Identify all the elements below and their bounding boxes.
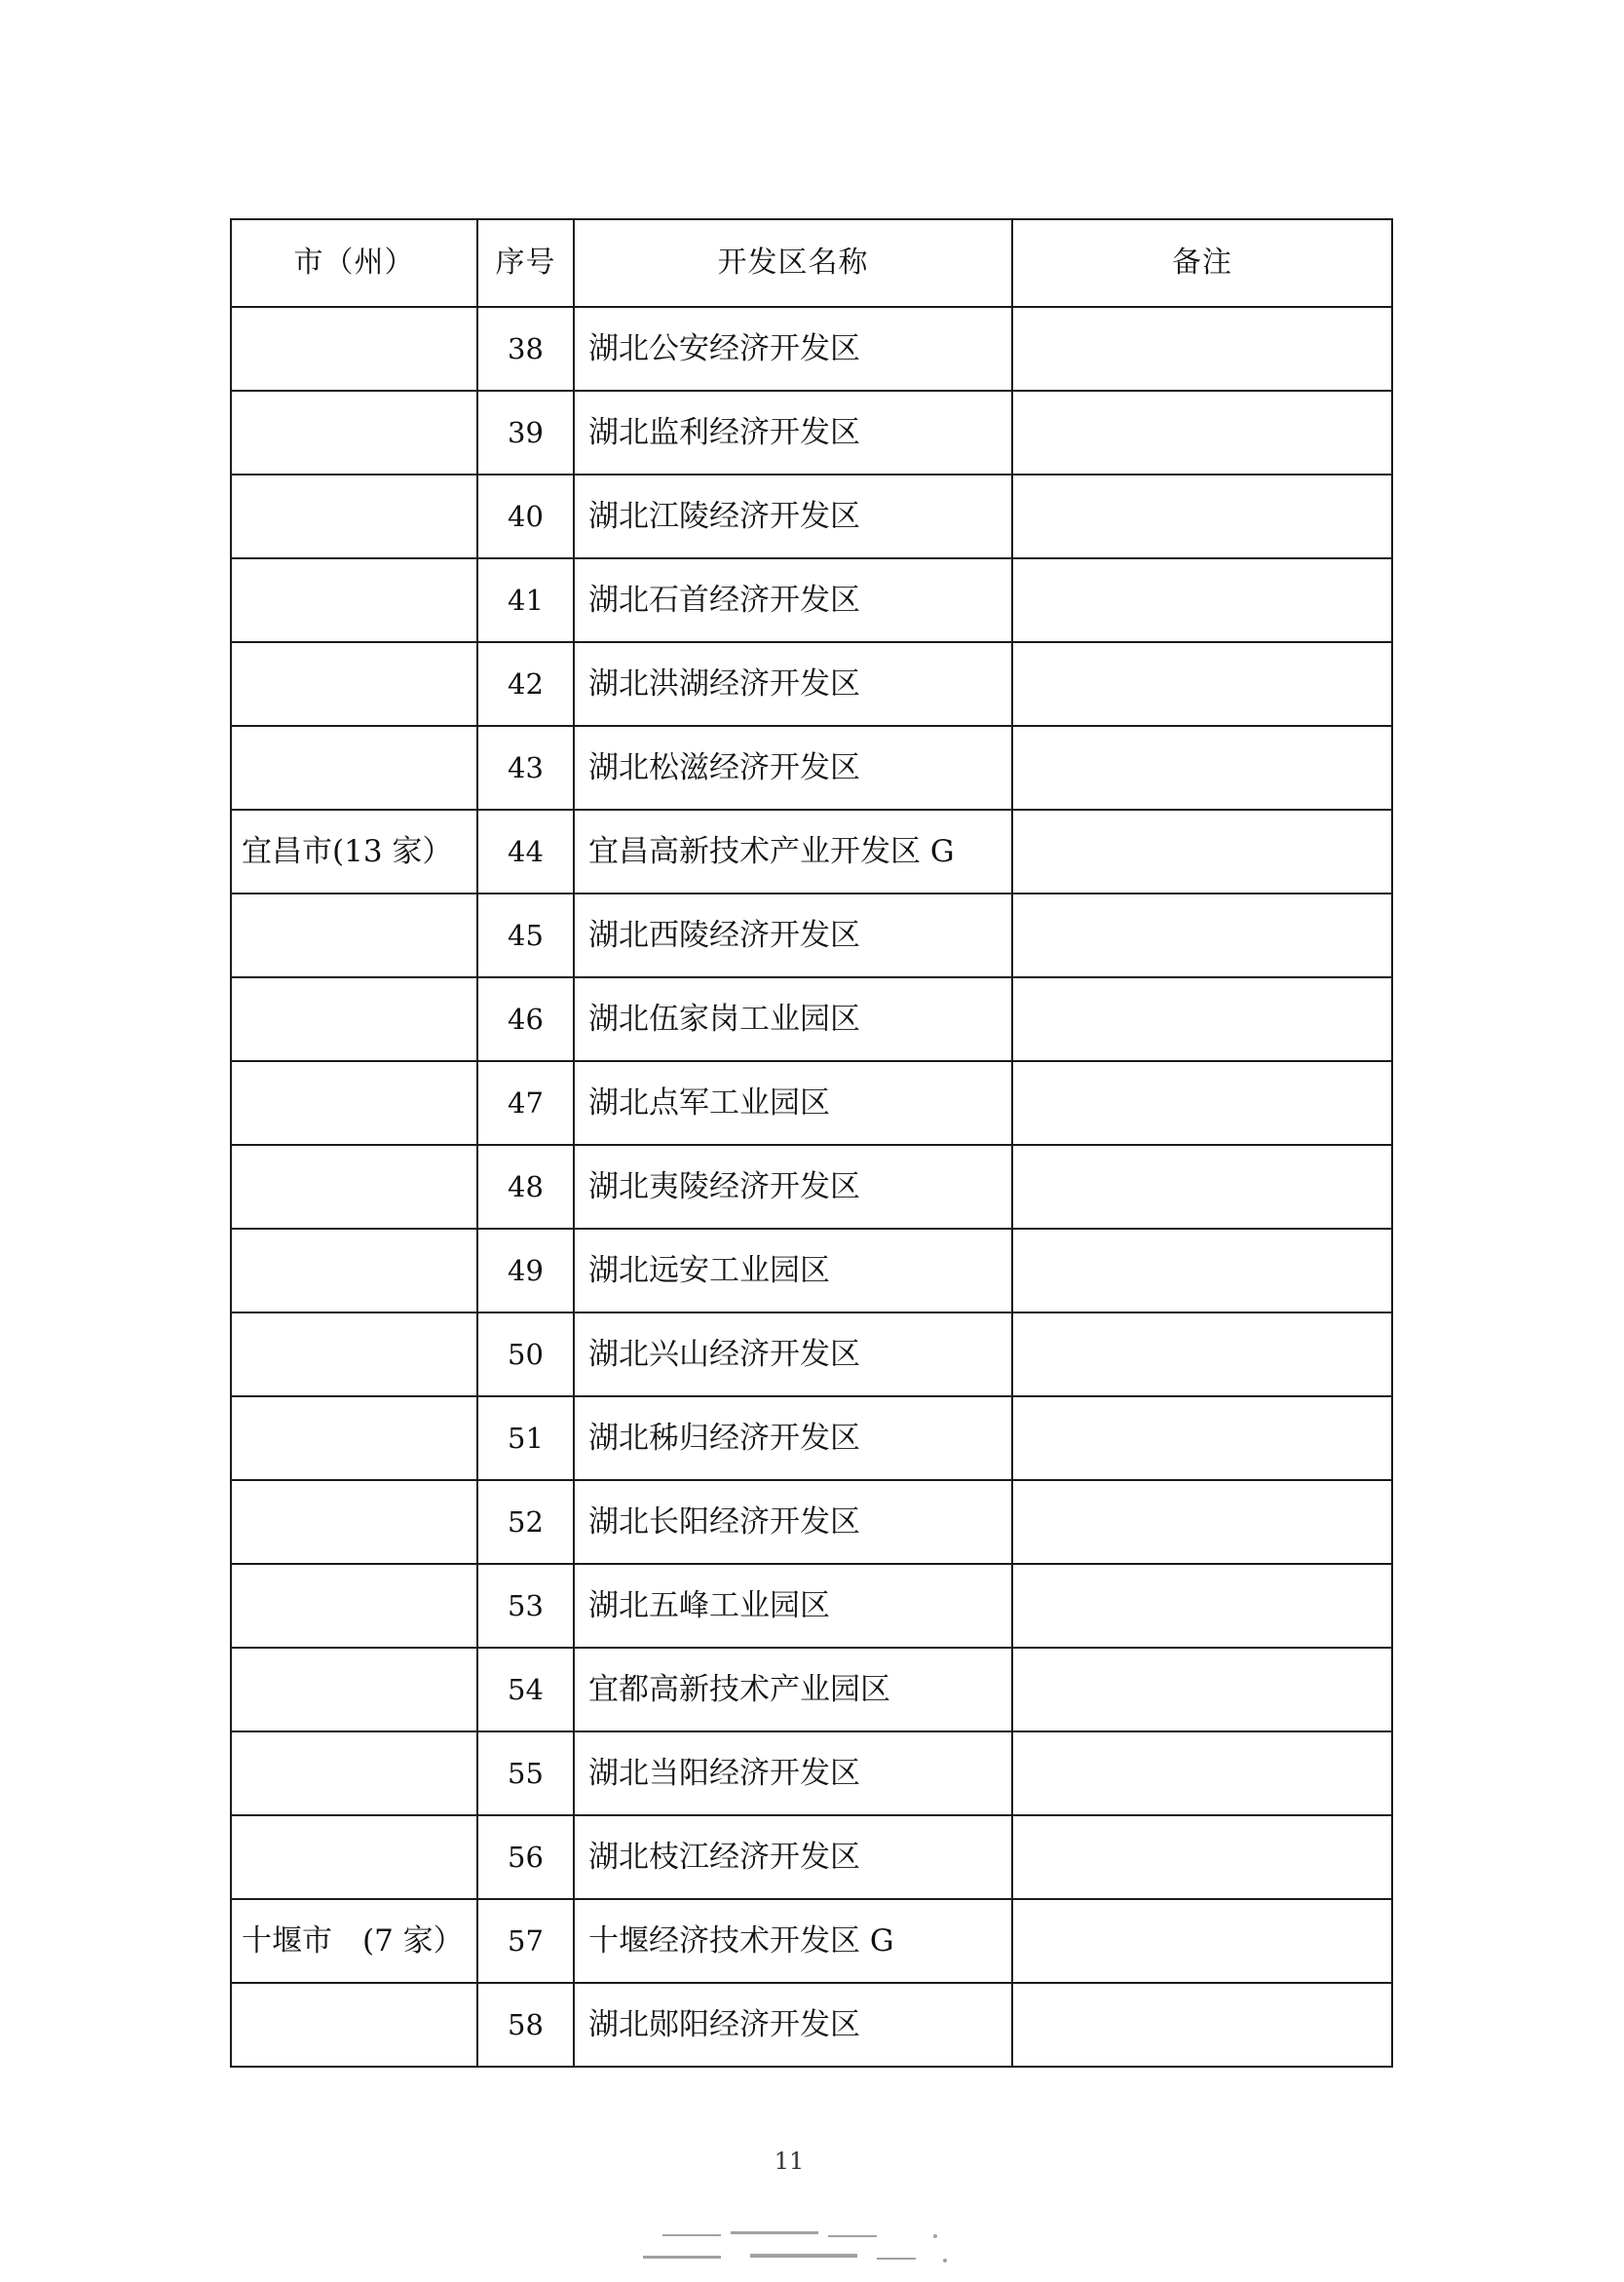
city-cell	[231, 475, 477, 558]
serial-number-cell: 38	[477, 307, 574, 391]
city-cell	[231, 391, 477, 475]
remarks-cell	[1012, 810, 1392, 894]
table-row	[231, 1480, 1392, 1564]
table-row	[231, 1731, 1392, 1815]
zone-name-cell: 湖北夷陵经济开发区	[574, 1145, 1012, 1229]
table-row	[231, 894, 1392, 977]
zone-name-cell: 宜都高新技术产业园区	[574, 1648, 1012, 1731]
serial-number-cell: 58	[477, 1983, 574, 2067]
serial-number-cell: 49	[477, 1229, 574, 1312]
table-row	[231, 391, 1392, 475]
serial-number-cell: 50	[477, 1312, 574, 1396]
remarks-cell	[1012, 391, 1392, 475]
development-zone-table	[230, 218, 1393, 2068]
table-row	[231, 1983, 1392, 2067]
city-cell	[231, 1061, 477, 1145]
zone-name-cell: 十堰经济技术开发区 G	[574, 1899, 1012, 1983]
city-cell	[231, 642, 477, 726]
serial-number-cell: 42	[477, 642, 574, 726]
serial-number-cell: 54	[477, 1648, 574, 1731]
header-remarks: 备注	[1012, 219, 1392, 307]
table-row	[231, 1229, 1392, 1312]
zone-name-cell: 湖北松滋经济开发区	[574, 726, 1012, 810]
table-row	[231, 726, 1392, 810]
table-row	[231, 307, 1392, 391]
scan-noise-marks	[623, 2226, 1013, 2275]
header-serial-number: 序号	[477, 219, 574, 307]
serial-number-cell: 52	[477, 1480, 574, 1564]
table-body	[231, 307, 1392, 2067]
table-row	[231, 1648, 1392, 1731]
city-cell	[231, 894, 477, 977]
remarks-cell	[1012, 726, 1392, 810]
table-row	[231, 977, 1392, 1061]
zone-name-cell: 湖北远安工业园区	[574, 1229, 1012, 1312]
remarks-cell	[1012, 1899, 1392, 1983]
remarks-cell	[1012, 894, 1392, 977]
city-cell	[231, 726, 477, 810]
zone-name-cell: 湖北长阳经济开发区	[574, 1480, 1012, 1564]
zone-name-cell: 湖北石首经济开发区	[574, 558, 1012, 642]
city-cell	[231, 1312, 477, 1396]
serial-number-cell: 39	[477, 391, 574, 475]
table-row	[231, 642, 1392, 726]
city-cell: 宜昌市(13 家）	[231, 810, 477, 894]
zone-name-cell: 湖北点军工业园区	[574, 1061, 1012, 1145]
city-cell	[231, 1731, 477, 1815]
zone-name-cell: 湖北兴山经济开发区	[574, 1312, 1012, 1396]
table-row	[231, 1564, 1392, 1648]
serial-number-cell: 47	[477, 1061, 574, 1145]
remarks-cell	[1012, 1145, 1392, 1229]
remarks-cell	[1012, 475, 1392, 558]
zone-name-cell: 湖北江陵经济开发区	[574, 475, 1012, 558]
remarks-cell	[1012, 1983, 1392, 2067]
city-cell	[231, 307, 477, 391]
city-cell	[231, 1145, 477, 1229]
table-header-row	[231, 219, 1392, 307]
remarks-cell	[1012, 1061, 1392, 1145]
table-row	[231, 1061, 1392, 1145]
zone-name-cell: 湖北监利经济开发区	[574, 391, 1012, 475]
city-cell	[231, 977, 477, 1061]
table-row	[231, 1145, 1392, 1229]
serial-number-cell: 51	[477, 1396, 574, 1480]
serial-number-cell: 44	[477, 810, 574, 894]
page-number: 11	[774, 2148, 805, 2175]
remarks-cell	[1012, 1480, 1392, 1564]
zone-name-cell: 湖北洪湖经济开发区	[574, 642, 1012, 726]
serial-number-cell: 41	[477, 558, 574, 642]
zone-name-cell: 湖北公安经济开发区	[574, 307, 1012, 391]
zone-name-cell: 湖北伍家岗工业园区	[574, 977, 1012, 1061]
zone-name-cell: 湖北当阳经济开发区	[574, 1731, 1012, 1815]
serial-number-cell: 40	[477, 475, 574, 558]
remarks-cell	[1012, 1815, 1392, 1899]
table-row	[231, 475, 1392, 558]
serial-number-cell: 46	[477, 977, 574, 1061]
city-cell	[231, 1480, 477, 1564]
table-row	[231, 558, 1392, 642]
remarks-cell	[1012, 1648, 1392, 1731]
remarks-cell	[1012, 1396, 1392, 1480]
table-row	[231, 1815, 1392, 1899]
zone-name-cell: 湖北五峰工业园区	[574, 1564, 1012, 1648]
city-cell	[231, 1396, 477, 1480]
remarks-cell	[1012, 977, 1392, 1061]
remarks-cell	[1012, 1564, 1392, 1648]
serial-number-cell: 53	[477, 1564, 574, 1648]
table-row	[231, 810, 1392, 894]
remarks-cell	[1012, 642, 1392, 726]
city-cell: 十堰市 (7 家）	[231, 1899, 477, 1983]
serial-number-cell: 56	[477, 1815, 574, 1899]
city-cell	[231, 1983, 477, 2067]
serial-number-cell: 45	[477, 894, 574, 977]
city-cell	[231, 1564, 477, 1648]
remarks-cell	[1012, 558, 1392, 642]
zone-name-cell: 湖北秭归经济开发区	[574, 1396, 1012, 1480]
table-row	[231, 1396, 1392, 1480]
remarks-cell	[1012, 1731, 1392, 1815]
zone-name-cell: 湖北枝江经济开发区	[574, 1815, 1012, 1899]
serial-number-cell: 48	[477, 1145, 574, 1229]
serial-number-cell: 55	[477, 1731, 574, 1815]
city-cell	[231, 1815, 477, 1899]
header-city: 市（州）	[231, 219, 477, 307]
remarks-cell	[1012, 1229, 1392, 1312]
serial-number-cell: 57	[477, 1899, 574, 1983]
header-zone-name: 开发区名称	[574, 219, 1012, 307]
table-row	[231, 1312, 1392, 1396]
table-row	[231, 1899, 1392, 1983]
city-cell	[231, 558, 477, 642]
remarks-cell	[1012, 307, 1392, 391]
remarks-cell	[1012, 1312, 1392, 1396]
zone-name-cell: 宜昌高新技术产业开发区 G	[574, 810, 1012, 894]
city-cell	[231, 1648, 477, 1731]
serial-number-cell: 43	[477, 726, 574, 810]
zone-name-cell: 湖北郧阳经济开发区	[574, 1983, 1012, 2067]
zone-name-cell: 湖北西陵经济开发区	[574, 894, 1012, 977]
city-cell	[231, 1229, 477, 1312]
